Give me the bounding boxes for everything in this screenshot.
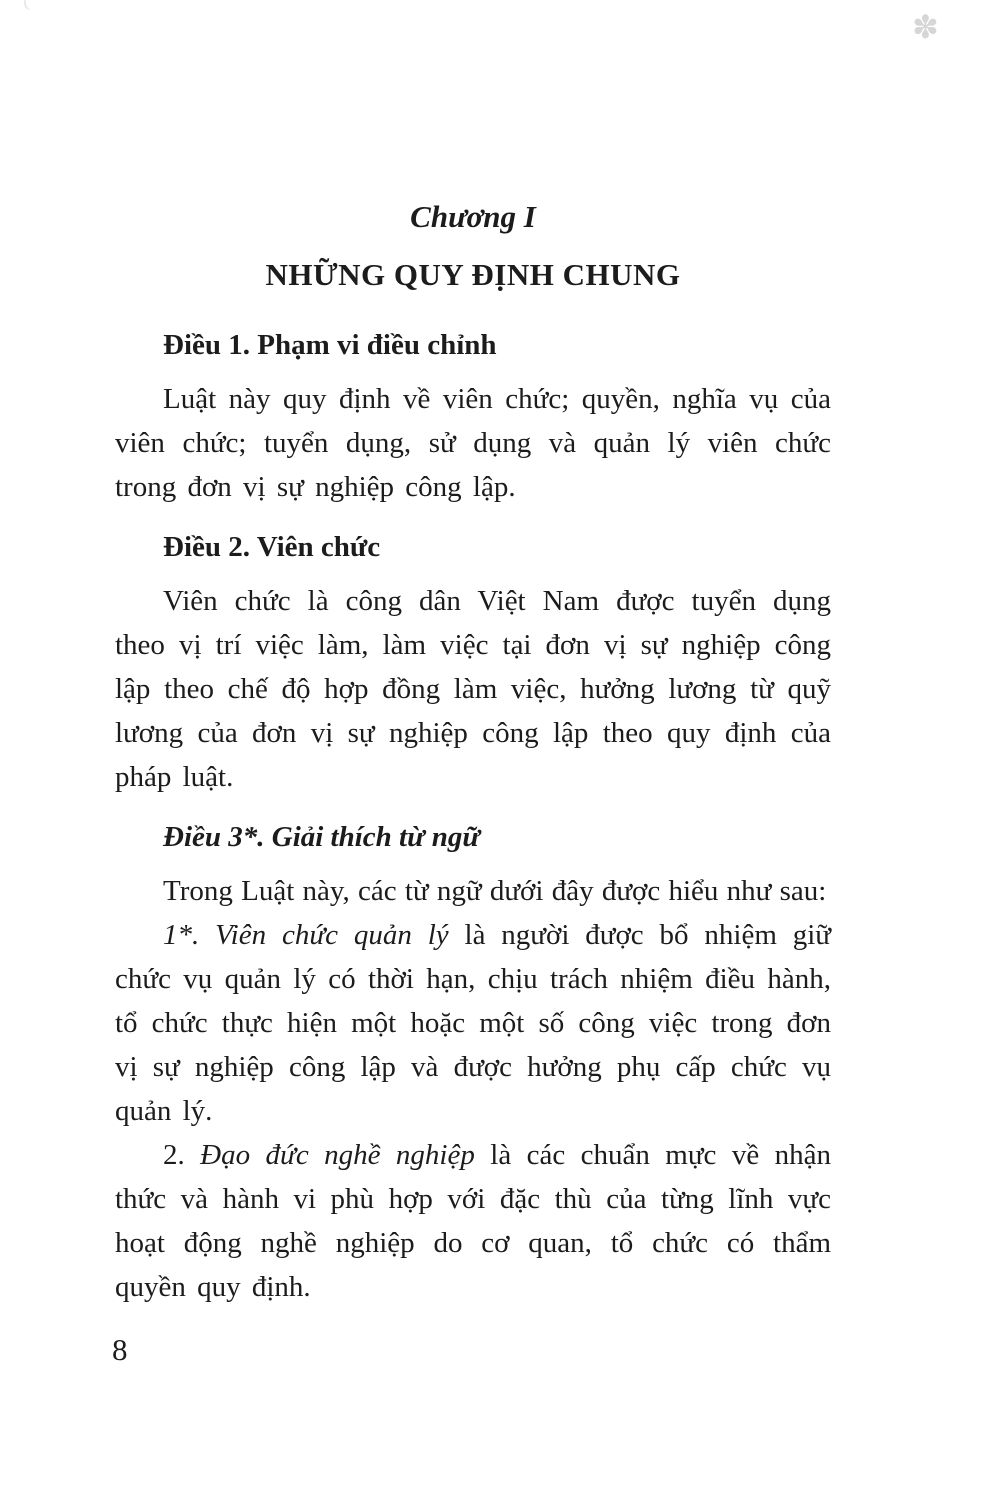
clause-1-definition: là người được bổ nhiệm giữ chức vụ quản lý có thời hạn, chịu trách nhiệm điều hành, tổ chức thực hiện một hoặc một số công việc trong đơn vị sự nghiệp công lập và được hưởng phụ cấp chức vụ quản lý. <box>115 919 831 1127</box>
clause-1-term: 1*. Viên chức quản lý <box>163 919 449 951</box>
clause-2-number: 2. <box>163 1139 201 1171</box>
article-3-clause-1 <box>115 913 831 1133</box>
flower-ornament-icon: ✽ <box>912 9 939 45</box>
scan-corner-mark <box>23 0 37 11</box>
clause-2-term: Đạo đức nghề nghiệp <box>200 1139 475 1171</box>
clause-2-definition: là các chuẩn mực về nhận thức và hành vi phù hợp với đặc thù của từng lĩnh vực hoạt động nghề nghiệp do cơ quan, tổ chức có thẩm quyền quy định. <box>115 1139 831 1303</box>
chapter-title: NHỮNG QUY ĐỊNH CHUNG <box>265 257 681 292</box>
article-3-heading: Điều 3*. Giải thích từ ngữ <box>163 821 480 853</box>
page-content <box>115 195 831 1309</box>
article-1-body: Luật này quy định về viên chức; quyền, nghĩa vụ của viên chức; tuyển dụng, sử dụng và quản lý viên chức trong đơn vị sự nghiệp công lập. <box>115 383 831 503</box>
article-2-body: Viên chức là công dân Việt Nam được tuyển dụng theo vị trí việc làm, làm việc tại đơn vị sự nghiệp công lập theo chế độ hợp đồng làm việc, hưởng lương từ quỹ lương của đơn vị sự nghiệp công lập theo quy định của pháp luật. <box>115 585 831 793</box>
article-3-clause-2 <box>115 1133 831 1309</box>
chapter-label: Chương I <box>410 199 536 234</box>
page-number: 8 <box>112 1332 128 1367</box>
article-1-heading: Điều 1. Phạm vi điều chỉnh <box>163 329 497 361</box>
article-3-intro: Trong Luật này, các từ ngữ dưới đây được hiểu như sau: <box>163 875 827 907</box>
article-2-heading: Điều 2. Viên chức <box>163 531 381 563</box>
